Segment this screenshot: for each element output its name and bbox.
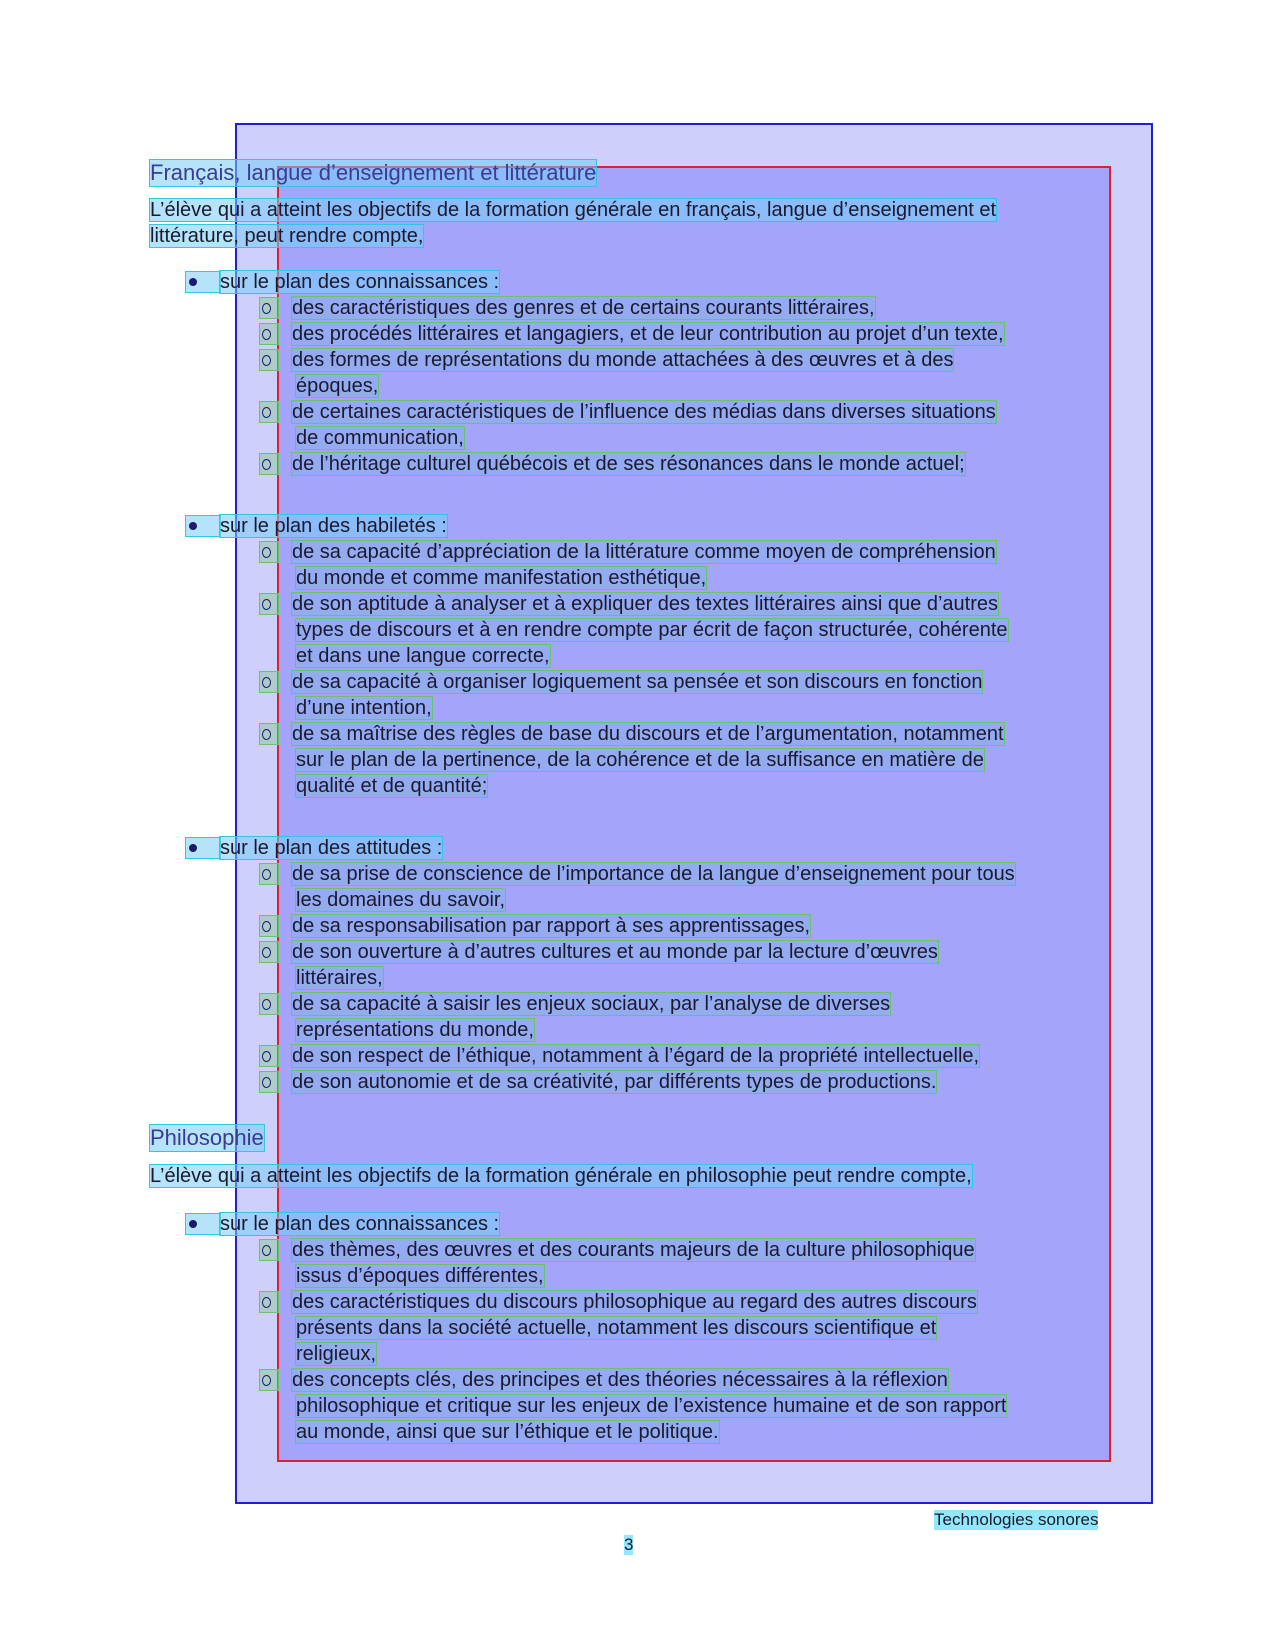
bullet-icon xyxy=(186,1214,220,1234)
list-item: des caractéristiques du discours philosophique au regard des autres discours xyxy=(292,1291,977,1313)
list-item-continuation: sur le plan de la pertinence, de la cohérence et de la suffisance en matière de xyxy=(296,749,984,771)
circle-bullet-icon xyxy=(260,1240,278,1260)
list-item: de son ouverture à d’autres cultures et au monde par la lecture d’œuvres xyxy=(292,941,938,963)
list-item-continuation: littéraires, xyxy=(296,967,383,989)
list-item-continuation: époques, xyxy=(296,375,379,397)
bullet-icon xyxy=(186,272,220,292)
list-item-continuation: issus d’époques différentes, xyxy=(296,1265,544,1287)
list-item: de sa capacité à saisir les enjeux sociaux, par l’analyse de diverses xyxy=(292,993,891,1015)
circle-bullet-icon xyxy=(260,942,278,962)
list-item: des procédés littéraires et langagiers, et de leur contribution au projet d’un texte, xyxy=(292,323,1004,345)
bullet-icon xyxy=(186,838,220,858)
list-item-continuation: représentations du monde, xyxy=(296,1019,534,1041)
section-title-philosophie: Philosophie xyxy=(150,1125,264,1150)
footer-program-name: Technologies sonores xyxy=(934,1510,1099,1529)
section-title-francais: Français, langue d’enseignement et littérature xyxy=(150,160,597,185)
list-item: de son respect de l’éthique, notamment à l’égard de la propriété intellectuelle, xyxy=(292,1045,980,1067)
list-item: de sa responsabilisation par rapport à ses apprentissages, xyxy=(292,915,811,937)
list-item: de sa capacité à organiser logiquement sa pensée et son discours en fonction xyxy=(292,671,983,693)
circle-bullet-icon xyxy=(260,1072,278,1092)
list-item-continuation: religieux, xyxy=(296,1343,377,1365)
circle-bullet-icon xyxy=(260,864,278,884)
list-item: de certaines caractéristiques de l’influence des médias dans diverses situations xyxy=(292,401,996,423)
circle-bullet-icon xyxy=(260,402,278,422)
list-item: des concepts clés, des principes et des théories nécessaires à la réflexion xyxy=(292,1369,948,1391)
circle-bullet-icon xyxy=(260,1292,278,1312)
list-item-continuation: d’une intention, xyxy=(296,697,432,719)
group-heading-habiletes: sur le plan des habiletés : xyxy=(220,515,447,537)
bullet-icon xyxy=(186,516,220,536)
group-heading-connaissances: sur le plan des connaissances : xyxy=(220,271,500,293)
circle-bullet-icon xyxy=(260,994,278,1014)
list-item-continuation: les domaines du savoir, xyxy=(296,889,506,911)
page-number: 3 xyxy=(624,1535,634,1554)
group-heading-attitudes: sur le plan des attitudes : xyxy=(220,837,443,859)
list-item-continuation: philosophique et critique sur les enjeux de l’existence humaine et de son rapport xyxy=(296,1395,1007,1417)
circle-bullet-icon xyxy=(260,916,278,936)
circle-bullet-icon xyxy=(260,324,278,344)
circle-bullet-icon xyxy=(260,454,278,474)
list-item-continuation: et dans une langue correcte, xyxy=(296,645,550,667)
circle-bullet-icon xyxy=(260,542,278,562)
list-item: de son autonomie et de sa créativité, par différents types de productions. xyxy=(292,1071,937,1093)
list-item-continuation: de communication, xyxy=(296,427,464,449)
list-item-continuation: au monde, ainsi que sur l’éthique et le politique. xyxy=(296,1421,719,1443)
list-item-continuation: qualité et de quantité; xyxy=(296,775,488,797)
list-item: de sa capacité d’appréciation de la littérature comme moyen de compréhension xyxy=(292,541,996,563)
list-item: des formes de représentations du monde attachées à des œuvres et à des xyxy=(292,349,954,371)
list-item-continuation: du monde et comme manifestation esthétique, xyxy=(296,567,707,589)
list-item: des caractéristiques des genres et de certains courants littéraires, xyxy=(292,297,875,319)
group-heading-connaissances: sur le plan des connaissances : xyxy=(220,1213,500,1235)
list-item: des thèmes, des œuvres et des courants majeurs de la culture philosophique xyxy=(292,1239,975,1261)
intro-line: L’élève qui a atteint les objectifs de la formation générale en philosophie peut rendre compte, xyxy=(150,1165,972,1187)
circle-bullet-icon xyxy=(260,298,278,318)
list-item: de sa maîtrise des règles de base du discours et de l’argumentation, notamment xyxy=(292,723,1004,745)
intro-line-2: littérature, peut rendre compte, xyxy=(150,225,424,247)
list-item: de sa prise de conscience de l’importance de la langue d’enseignement pour tous xyxy=(292,863,1015,885)
list-item: de l’héritage culturel québécois et de ses résonances dans le monde actuel; xyxy=(292,453,965,475)
circle-bullet-icon xyxy=(260,1046,278,1066)
circle-bullet-icon xyxy=(260,672,278,692)
circle-bullet-icon xyxy=(260,1370,278,1390)
circle-bullet-icon xyxy=(260,350,278,370)
list-item: de son aptitude à analyser et à expliquer des textes littéraires ainsi que d’autres xyxy=(292,593,998,615)
circle-bullet-icon xyxy=(260,724,278,744)
circle-bullet-icon xyxy=(260,594,278,614)
list-item-continuation: types de discours et à en rendre compte par écrit de façon structurée, cohérente xyxy=(296,619,1008,641)
intro-line-1: L’élève qui a atteint les objectifs de la formation générale en français, langue d’enseignement et xyxy=(150,199,997,221)
list-item-continuation: présents dans la société actuelle, notamment les discours scientifique et xyxy=(296,1317,937,1339)
